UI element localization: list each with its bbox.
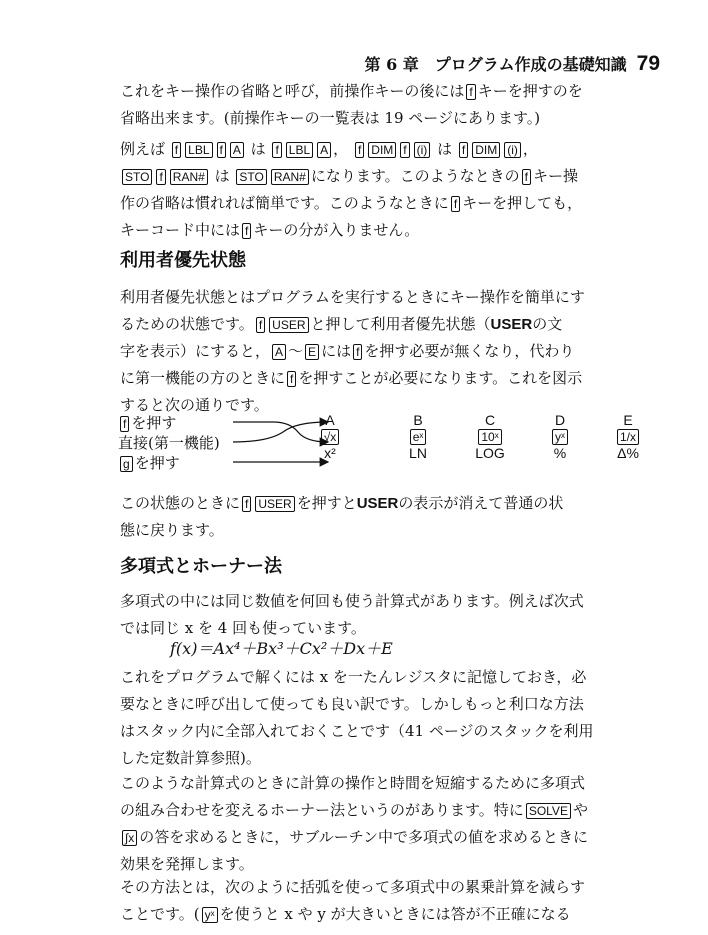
- text: は: [214, 167, 230, 185]
- key-column: [598, 412, 658, 461]
- letter-label: A: [325, 412, 335, 428]
- key-sto: STO: [236, 169, 266, 185]
- key-f: f: [172, 142, 181, 158]
- key-g: g: [120, 456, 133, 472]
- key-dim: DIM: [368, 142, 396, 158]
- page-number: 79: [636, 52, 660, 75]
- text: はスタック内に全部入れておくことです（41 ページのスタックを利用: [120, 722, 594, 740]
- key-f: f: [522, 169, 531, 185]
- key-f: f: [217, 142, 226, 158]
- paragraph-user-off: [120, 490, 650, 544]
- paragraph-examples: [120, 136, 650, 244]
- key-a: A: [317, 142, 331, 158]
- key-dim: DIM: [472, 142, 500, 158]
- letter-label: B: [413, 412, 423, 428]
- key-lbl: LBL: [185, 142, 212, 158]
- letter-label: E: [623, 412, 633, 428]
- paragraph-polynomial: [120, 588, 650, 642]
- text: を押すと: [296, 494, 357, 512]
- polynomial-formula: f(x)＝Ax⁴＋Bx³＋Cx²＋Dx＋E: [170, 639, 393, 658]
- key-sto: STO: [122, 169, 152, 185]
- text: ，: [522, 140, 538, 158]
- text: 要なときに呼び出して使っても良い訳です。しかしもっと利口な方法: [120, 695, 584, 713]
- key-f: f: [242, 496, 251, 512]
- text: ことです。(: [120, 905, 200, 923]
- user-mode-diagram: [118, 412, 658, 482]
- text: の表示が消えて普通の状: [398, 494, 564, 512]
- key-yx: yˣ: [202, 907, 218, 923]
- text: キーを押しても，: [462, 194, 583, 212]
- text: を使うと x や y が大きいときには答が不正確になる: [219, 905, 571, 923]
- paragraph-horner: [120, 770, 650, 878]
- shifted-label: LOG: [475, 445, 505, 462]
- text: した定数計算参照)。: [120, 749, 261, 767]
- row-f-label: [118, 412, 176, 433]
- section-heading-user-mode: 利用者優先状態: [120, 250, 246, 271]
- text: 省略出来ます。(前操作キーの一覧表は 19 ページにあります。): [120, 109, 541, 127]
- text: その方法とは，次のように括弧を使って多項式中の累乗計算を減らす: [120, 878, 586, 896]
- text: これをキー操作の省略と呼び，前操作キーの後には: [120, 82, 465, 100]
- key-ran: RAN#: [170, 169, 208, 185]
- text: キー操: [533, 167, 579, 185]
- paragraph-registers: [120, 664, 650, 772]
- paragraph-user-mode: [120, 284, 650, 419]
- key-column: [300, 412, 360, 461]
- primary-key: 1/x: [617, 429, 639, 445]
- key-column: [530, 412, 590, 461]
- key-f: f: [272, 142, 281, 158]
- text: 多項式の中には同じ数値を何回も使う計算式があります。例えば次式: [120, 592, 584, 610]
- text: 利用者優先状態とはプログラムを実行するときにキー操作を簡単にす: [120, 288, 585, 306]
- key-f: f: [466, 84, 475, 100]
- user-indicator: USER: [356, 495, 399, 512]
- text: を押す: [134, 454, 180, 472]
- shifted-label: LN: [409, 445, 427, 462]
- text: を押す: [131, 414, 177, 432]
- key-a: A: [272, 344, 286, 360]
- text: この状態のときに: [120, 494, 241, 512]
- text: は: [437, 140, 453, 158]
- text: 字を表示）にすると，: [120, 342, 271, 360]
- text: これをプログラムで解くには x を一たんレジスタに記憶しておき，必: [120, 668, 587, 686]
- key-column: [460, 412, 520, 461]
- key-lbl: LBL: [286, 142, 313, 158]
- key-f: f: [353, 344, 362, 360]
- key-f: f: [256, 317, 265, 333]
- text: 効果を発揮します。: [120, 855, 254, 873]
- text: では同じ x を 4 回も使っています。: [120, 619, 366, 637]
- key-user: USER: [255, 496, 294, 512]
- chapter-title: 第 6 章 プログラム作成の基礎知識: [364, 55, 627, 74]
- key-i: (i): [504, 142, 521, 158]
- key-f: f: [459, 142, 468, 158]
- text: に第一機能の方のときに: [120, 369, 286, 387]
- key-integral: ∫x: [122, 830, 137, 846]
- text: このような計算式のときに計算の操作と時間を短縮するために多項式: [120, 774, 586, 792]
- key-f: f: [242, 223, 251, 239]
- text: の文: [532, 315, 563, 333]
- text: ，: [333, 140, 349, 158]
- text: すると次の通りです。: [120, 396, 269, 414]
- text: は: [250, 140, 266, 158]
- text: や: [572, 801, 588, 819]
- key-solve: SOLVE: [526, 803, 571, 819]
- text: 例えば: [120, 140, 166, 158]
- text: と押して利用者優先状態（: [310, 315, 491, 333]
- row-g-label: [118, 452, 180, 473]
- text: には: [321, 342, 352, 360]
- key-i: (i): [414, 142, 431, 158]
- running-header: [330, 52, 660, 76]
- primary-key: √x: [321, 429, 340, 445]
- letter-label: C: [484, 412, 496, 428]
- shifted-label: %: [553, 445, 567, 462]
- row-direct-label: 直接(第一機能): [118, 434, 220, 452]
- shifted-label: Δ%: [617, 445, 639, 462]
- text: キーの分が入りません。: [253, 221, 420, 239]
- paragraph-method: [120, 874, 650, 928]
- primary-key: 10ˣ: [478, 429, 501, 445]
- key-f: f: [287, 371, 296, 387]
- text: 作の省略は慣れれば簡単です。このようなときに: [120, 194, 449, 212]
- text: の答を求めるときに，サブルーチン中で多項式の値を求めるときに: [139, 828, 588, 846]
- key-f: f: [355, 142, 364, 158]
- user-indicator: USER: [490, 316, 533, 333]
- text: 態に戻ります。: [120, 521, 224, 539]
- key-f: f: [120, 416, 129, 432]
- key-user: USER: [269, 317, 308, 333]
- text: キーコード中には: [120, 221, 241, 239]
- primary-key: yˣ: [552, 429, 568, 445]
- paragraph-key-omission: [120, 78, 650, 132]
- text: を押す必要が無くなり，代わり: [364, 342, 575, 360]
- key-column: [388, 412, 448, 461]
- key-f: f: [156, 169, 165, 185]
- text: ～: [288, 342, 304, 360]
- shifted-label: x²: [324, 445, 336, 462]
- key-ran: RAN#: [271, 169, 309, 185]
- key-f: f: [451, 196, 460, 212]
- letter-label: D: [554, 412, 566, 428]
- text: の組み合わせを変えるホーナー法というのがあります。特に: [120, 801, 524, 819]
- text: を押すことが必要になります。これを図示: [298, 369, 583, 387]
- primary-key: eˣ: [410, 429, 427, 445]
- section-heading-horner: 多項式とホーナー法: [120, 556, 282, 577]
- key-a: A: [230, 142, 244, 158]
- text: になります。このようなときの: [310, 167, 520, 185]
- text: キーを押すのを: [477, 82, 583, 100]
- text: るための状態です。: [120, 315, 254, 333]
- key-f: f: [400, 142, 409, 158]
- key-e: E: [305, 344, 319, 360]
